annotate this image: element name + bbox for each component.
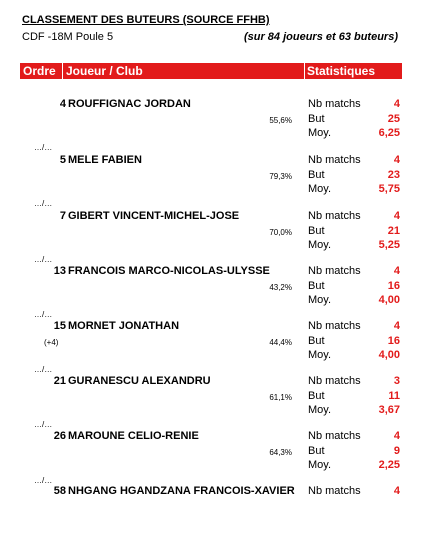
but-value: 21 [387, 225, 400, 237]
player-percentage: 70,0% [269, 228, 292, 237]
continuation-separator: …/… [34, 255, 53, 264]
table-header [20, 63, 402, 79]
but-label: But [308, 280, 325, 292]
but-value: 9 [393, 445, 400, 457]
players-count-note: (sur 84 joueurs et 63 buteurs) [243, 31, 398, 43]
moy-label: Moy. [308, 349, 332, 361]
player-entry [0, 375, 424, 431]
but-value: 16 [387, 280, 400, 292]
continuation-separator: …/… [34, 143, 53, 152]
competition-subtitle: CDF -18M Poule 5 [22, 31, 114, 43]
but-label: But [308, 113, 325, 125]
moy-label: Moy. [308, 127, 332, 139]
matchs-value: 4 [393, 430, 400, 442]
player-rank: 26 [53, 430, 66, 442]
matchs-value: 4 [393, 98, 400, 110]
moy-value: 5,25 [378, 239, 400, 251]
but-label: But [308, 390, 325, 402]
matchs-label: Nb matchs [308, 375, 361, 387]
continuation-separator: …/… [34, 310, 53, 319]
matchs-label: Nb matchs [308, 265, 361, 277]
player-rank: 13 [53, 265, 66, 277]
player-rank: 15 [53, 320, 66, 332]
header-joueur-club: Joueur / Club [66, 64, 143, 78]
player-percentage: 79,3% [269, 172, 292, 181]
player-entry [0, 98, 424, 154]
matchs-value: 4 [393, 154, 400, 166]
but-label: But [308, 445, 325, 457]
continuation-separator: …/… [34, 199, 53, 208]
player-percentage: 64,3% [269, 448, 292, 457]
player-entry [0, 320, 424, 376]
header-statistiques: Statistiques [307, 64, 376, 78]
player-percentage: 43,2% [269, 283, 292, 292]
moy-label: Moy. [308, 239, 332, 251]
header-divider [62, 63, 63, 79]
player-name: GIBERT VINCENT-MICHEL-JOSE [68, 210, 240, 222]
player-entry [0, 210, 424, 266]
player-name: FRANCOIS MARCO-NICOLAS-ULYSSE [68, 265, 270, 277]
player-name: MELE FABIEN [68, 154, 142, 166]
but-label: But [308, 335, 325, 347]
player-rank: 58 [53, 485, 66, 497]
player-rank: 5 [59, 154, 66, 166]
but-value: 16 [387, 335, 400, 347]
player-name: NHGANG HGANDZANA FRANCOIS-XAVIER [68, 485, 295, 497]
moy-label: Moy. [308, 459, 332, 471]
player-percentage: 55,6% [269, 116, 292, 125]
moy-value: 6,25 [378, 127, 400, 139]
but-value: 23 [387, 169, 400, 181]
but-value: 25 [387, 113, 400, 125]
player-name: MORNET JONATHAN [68, 320, 180, 332]
but-label: But [308, 169, 325, 181]
player-percentage: 44,4% [269, 338, 292, 347]
matchs-label: Nb matchs [308, 98, 361, 110]
matchs-value: 4 [393, 320, 400, 332]
but-label: But [308, 225, 325, 237]
matchs-label: Nb matchs [308, 154, 361, 166]
matchs-value: 4 [393, 210, 400, 222]
rank-change-indicator: (+4) [44, 338, 59, 347]
moy-value: 4,00 [378, 294, 400, 306]
moy-value: 5,75 [378, 183, 400, 195]
continuation-separator: …/… [34, 420, 53, 429]
moy-value: 2,25 [378, 459, 400, 471]
moy-value: 3,67 [378, 404, 400, 416]
matchs-value: 4 [393, 265, 400, 277]
moy-label: Moy. [308, 404, 332, 416]
page-title: CLASSEMENT DES BUTEURS (SOURCE FFHB) [22, 14, 270, 26]
moy-label: Moy. [308, 294, 332, 306]
player-entry [0, 154, 424, 210]
matchs-label: Nb matchs [308, 485, 361, 497]
header-divider [304, 63, 305, 79]
player-percentage: 61,1% [269, 393, 292, 402]
header-ordre: Ordre [23, 64, 56, 78]
continuation-separator: …/… [34, 476, 53, 485]
player-entry [0, 485, 424, 541]
player-name: ROUFFIGNAC JORDAN [68, 98, 191, 110]
moy-label: Moy. [308, 183, 332, 195]
continuation-separator: …/… [34, 365, 53, 374]
player-rank: 4 [59, 98, 66, 110]
player-name: MAROUNE CELIO-RENIE [68, 430, 199, 442]
matchs-label: Nb matchs [308, 320, 361, 332]
but-value: 11 [388, 390, 400, 402]
matchs-label: Nb matchs [308, 210, 361, 222]
matchs-value: 4 [393, 485, 400, 497]
moy-value: 4,00 [378, 349, 400, 361]
player-rank: 7 [59, 210, 66, 222]
player-name: GURANESCU ALEXANDRU [68, 375, 211, 387]
matchs-value: 3 [393, 375, 400, 387]
player-rank: 21 [53, 375, 66, 387]
matchs-label: Nb matchs [308, 430, 361, 442]
player-entry [0, 430, 424, 486]
player-entry [0, 265, 424, 321]
